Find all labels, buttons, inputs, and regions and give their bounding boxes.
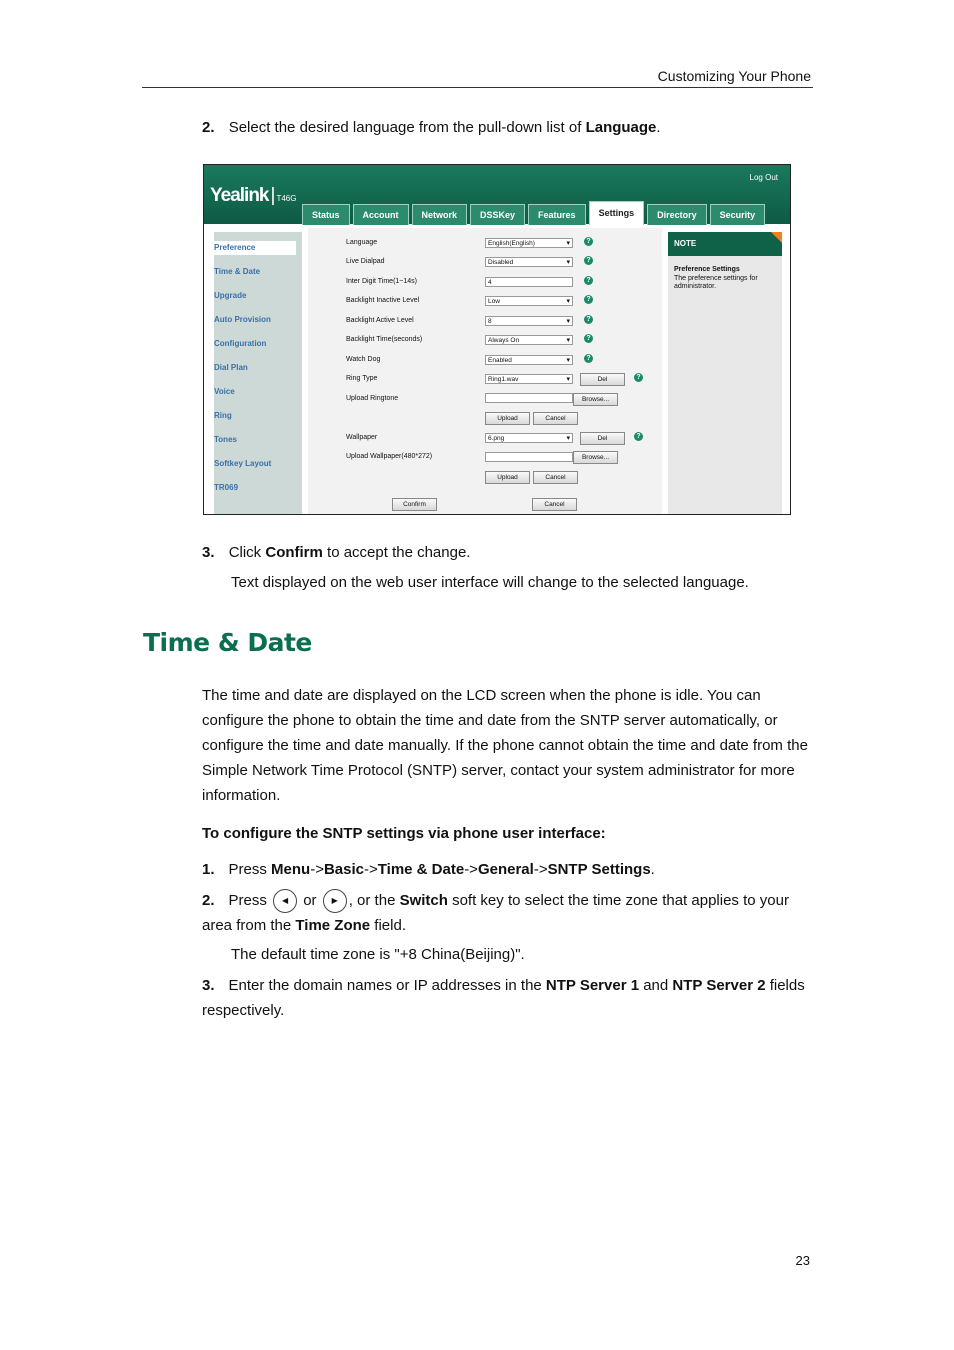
step-bold: Language — [585, 119, 657, 136]
help-icon[interactable]: ? — [584, 295, 593, 304]
step-number: 2. — [202, 119, 215, 136]
step-number: 1. — [202, 861, 215, 878]
sidebar-item-softkey-layout[interactable]: Softkey Layout — [214, 459, 272, 468]
help-icon[interactable]: ? — [584, 276, 593, 285]
procedure-title: To configure the SNTP settings via phone user interface: — [202, 825, 606, 842]
tab-directory[interactable]: Directory — [647, 204, 707, 225]
ringtone-cancel-button[interactable]: Cancel — [533, 412, 578, 425]
step-text: , or the — [348, 892, 400, 909]
watch-dog-label: Watch Dog — [346, 356, 381, 363]
step-text: and — [639, 977, 673, 994]
wallpaper-browse-button[interactable]: Browse... — [573, 451, 618, 464]
tab-status[interactable]: Status — [302, 204, 350, 225]
path-arrow: -> — [464, 861, 478, 878]
path-arrow: -> — [364, 861, 378, 878]
sidebar-item-preference[interactable]: Preference — [206, 241, 296, 255]
backlight-time-label: Backlight Time(seconds) — [346, 336, 423, 343]
backlight-active-label: Backlight Active Level — [346, 317, 414, 324]
field-name: NTP Server 2 — [672, 977, 766, 994]
step-2-language — [202, 115, 661, 140]
logout-link[interactable]: Log Out — [749, 173, 778, 182]
header-rule — [142, 87, 813, 88]
menu-path: General — [477, 861, 534, 878]
tab-network[interactable]: Network — [412, 204, 468, 225]
backlight-inactive-select[interactable]: Low ▾ — [485, 296, 573, 306]
confirm-button[interactable]: Confirm — [392, 498, 437, 511]
step-text-end: . — [650, 861, 655, 878]
menu-path: Menu — [271, 861, 311, 878]
step-text: soft key to select the time zone that applies to your area from the — [202, 892, 789, 935]
wallpaper-del-button[interactable]: Del — [580, 432, 625, 445]
step-text: or — [303, 892, 317, 909]
language-select[interactable]: English(English) ▾ — [485, 238, 573, 248]
step-1 — [202, 857, 655, 882]
sidebar-item-tones[interactable]: Tones — [214, 435, 237, 444]
sidebar-item-dial-plan[interactable]: Dial Plan — [214, 363, 248, 372]
step-2-timezone — [202, 888, 814, 938]
right-navigation-key-icon: ▶ — [323, 889, 347, 913]
note-corner-icon — [771, 232, 782, 243]
tab-settings[interactable]: Settings — [589, 201, 645, 225]
tab-bar — [302, 201, 765, 224]
step-3-confirm — [202, 540, 470, 565]
page-number: 23 — [795, 1253, 810, 1268]
tab-account[interactable]: Account — [353, 204, 409, 225]
backlight-inactive-label: Backlight Inactive Level — [346, 297, 420, 304]
step-text: Press — [228, 861, 272, 878]
ringtone-file-input[interactable] — [485, 393, 573, 403]
help-icon[interactable]: ? — [634, 432, 643, 441]
ring-type-select[interactable]: Ring1.wav ▾ — [485, 374, 573, 384]
step-text-end: . — [656, 119, 661, 136]
step-3-ntp — [202, 973, 814, 1023]
model-text: T46G — [276, 194, 297, 203]
wallpaper-select[interactable]: 6.png ▾ — [485, 433, 573, 443]
sidebar-item-configuration[interactable]: Configuration — [214, 339, 267, 348]
field-name: Time Zone — [295, 917, 371, 935]
sidebar-item-tr069[interactable]: TR069 — [214, 483, 239, 492]
ring-del-button[interactable]: Del — [580, 373, 625, 386]
inter-digit-input[interactable]: 4 — [485, 277, 573, 287]
wallpaper-label: Wallpaper — [346, 434, 378, 441]
sidebar-item-voice[interactable]: Voice — [214, 387, 235, 396]
section-title: Time & Date — [143, 628, 312, 657]
live-dialpad-select[interactable]: Disabled ▾ — [485, 257, 573, 267]
yealink-logo: Yealink | T46G — [210, 185, 297, 206]
help-icon[interactable]: ? — [584, 354, 593, 363]
running-header: Customizing Your Phone — [657, 68, 811, 84]
language-label: Language — [346, 239, 378, 246]
step-text-end: to accept the change. — [322, 544, 471, 561]
help-icon[interactable]: ? — [634, 373, 643, 382]
help-icon[interactable]: ? — [584, 237, 593, 246]
step-number: 3. — [202, 977, 215, 994]
note-description: The preference settings for administrator. — [674, 275, 758, 290]
note-title: Preference Settings — [674, 266, 740, 273]
logo-text: Yealink — [210, 185, 269, 206]
step-text-end: field. — [370, 917, 406, 935]
step-text: Click — [228, 544, 266, 561]
step-number: 3. — [202, 544, 215, 561]
tab-features[interactable]: Features — [528, 204, 586, 225]
note-box — [668, 232, 782, 514]
live-dialpad-label: Live Dialpad — [346, 258, 385, 265]
sidebar-item-time-date[interactable]: Time & Date — [214, 267, 261, 276]
sidebar-item-auto-provision[interactable]: Auto Provision — [214, 315, 271, 324]
tab-dsskey[interactable]: DSSKey — [470, 204, 525, 225]
note-header: NOTE — [668, 232, 782, 256]
menu-path: Time & Date — [377, 861, 465, 878]
tab-security[interactable]: Security — [710, 204, 766, 225]
web-ui-screenshot — [203, 164, 791, 515]
intro-paragraph: The time and date are displayed on the LCD screen when the phone is idle. You can configure the phone to obtain the time and date from the SNTP server automatically, or configure the time and date manually. If the phone cannot obtain the time and date from the Simple Network Time Protocol (SNTP) server, contact your system administrator for more information. — [202, 687, 808, 804]
field-name: NTP Server 1 — [545, 977, 640, 994]
step-3-note: Text displayed on the web user interface will change to the selected language. — [231, 574, 749, 591]
step-number: 2. — [202, 892, 215, 909]
path-arrow: -> — [533, 861, 548, 878]
ringtone-upload-button[interactable]: Upload — [485, 412, 530, 425]
wallpaper-file-input[interactable] — [485, 452, 573, 462]
menu-path: Basic — [323, 861, 364, 878]
backlight-time-select[interactable]: Always On ▾ — [485, 335, 573, 345]
step-2-default: The default time zone is "+8 China(Beijing)". — [231, 946, 525, 963]
wallpaper-cancel-button[interactable]: Cancel — [533, 471, 578, 484]
upload-ringtone-label: Upload Ringtone — [346, 395, 399, 402]
ringtone-browse-button[interactable]: Browse... — [573, 393, 618, 406]
help-icon[interactable]: ? — [584, 315, 593, 324]
backlight-active-select[interactable]: 8 ▾ — [485, 316, 573, 326]
upload-wallpaper-label: Upload Wallpaper(480*272) — [346, 453, 433, 460]
step-bold: Confirm — [265, 544, 323, 561]
help-icon[interactable]: ? — [584, 334, 593, 343]
step-text: Select the desired language from the pull-down list of — [228, 119, 586, 136]
inter-digit-label: Inter Digit Time(1~14s) — [346, 278, 417, 285]
help-icon[interactable]: ? — [584, 256, 593, 265]
step-text: Press — [228, 892, 267, 909]
step-text: Enter the domain names or IP addresses in the — [228, 977, 546, 994]
step-text-end: fields respectively. — [202, 977, 805, 1019]
watch-dog-select[interactable]: Enabled ▾ — [485, 355, 573, 365]
menu-path: SNTP Settings — [547, 861, 651, 878]
sidebar-item-ring[interactable]: Ring — [214, 411, 232, 420]
cancel-button[interactable]: Cancel — [532, 498, 577, 511]
ring-type-label: Ring Type — [346, 375, 378, 382]
sidebar-item-upgrade[interactable]: Upgrade — [214, 291, 247, 300]
wallpaper-upload-button[interactable]: Upload — [485, 471, 530, 484]
top-bar — [204, 165, 790, 224]
softkey-name: Switch — [399, 892, 448, 909]
path-arrow: -> — [310, 861, 324, 878]
left-navigation-key-icon: ◀ — [273, 889, 297, 913]
